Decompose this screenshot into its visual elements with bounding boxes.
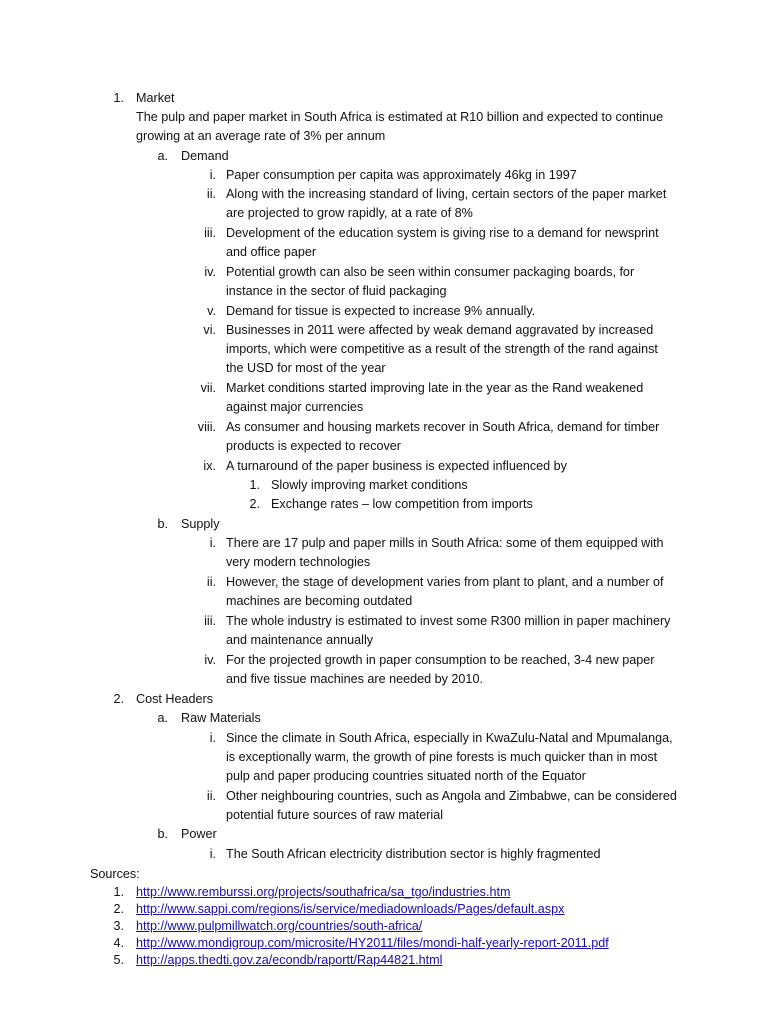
list-item-text: A turnaround of the paper business is expected influenced by [226,459,567,473]
list-item-number: i. [209,168,216,182]
list-item-text: and maintenance annually [226,633,374,647]
source-link[interactable]: http://www.sappi.com/regions/is/service/mediadownloads/Pages/default.aspx [136,902,565,916]
list-item-text: Demand for tissue is expected to increase 9% annually. [226,304,536,318]
list-item-text: For the projected growth in paper consumption to be reached, 3-4 new paper [226,653,655,667]
section-title-cost-headers: Cost Headers [136,692,213,706]
list-item-text: Since the climate in South Africa, especially in KwaZulu-Natal and Mpumalanga, [226,731,673,745]
list-item-text: are projected to grow rapidly, at a rate of 8% [226,206,473,220]
list-item-number: i. [209,536,216,550]
list-item-number: ii. [206,575,216,589]
list-item-number: ii. [206,187,216,201]
subsection-title-demand: Demand [181,149,229,163]
list-item-text: The whole industry is estimated to invest some R300 million in paper machinery [226,614,671,628]
list-item-text: very modern technologies [226,555,371,569]
subsection-title-supply: Supply [181,517,220,531]
list-item-text: Other neighbouring countries, such as Angola and Zimbabwe, can be considered [226,789,677,803]
list-item-text: Along with the increasing standard of living, certain sectors of the paper market [226,187,667,201]
list-item-number: ix. [203,459,216,473]
list-item-text: and office paper [226,245,317,259]
sub-list-text: Slowly improving market conditions [271,478,468,492]
paragraph-line: growing at an average rate of 3% per annum [136,129,386,143]
subsection-title-power: Power [181,827,217,841]
sub-list-number: 1. [249,478,260,492]
list-item-text: machines are becoming outdated [226,594,413,608]
source-link[interactable]: http://www.remburssi.org/projects/southafrica/sa_tgo/industries.htm [136,885,511,899]
list-item-text: The South African electricity distribution sector is highly fragmented [226,847,601,861]
list-item-text: potential future sources of raw material [226,808,443,822]
section-number: 1. [113,91,124,105]
source-link[interactable]: http://www.mondigroup.com/microsite/HY2011/files/mondi-half-yearly-report-2011.pdf [136,936,609,950]
subsection-title-raw-materials: Raw Materials [181,711,261,725]
list-item-text: instance in the sector of fluid packaging [226,284,447,298]
source-link[interactable]: http://apps.thedti.gov.za/econdb/raportt/Rap44821.html [136,953,443,967]
list-item-text: Businesses in 2011 were affected by weak demand aggravated by increased [226,323,654,337]
list-item-number: iii. [204,226,216,240]
source-number: 5. [113,953,124,967]
list-item-text: against major currencies [226,400,364,414]
list-item-number: i. [209,847,216,861]
list-item-text: imports, which were competitive as a result of the strength of the rand against [226,342,658,356]
list-item-number: v. [207,304,216,318]
paragraph-line: The pulp and paper market in South Africa is estimated at R10 billion and expected to continue [136,110,664,124]
list-item-number: ii. [206,789,216,803]
list-item-number: iv. [204,653,216,667]
list-item-number: vi. [203,323,216,337]
list-item-text: There are 17 pulp and paper mills in South Africa: some of them equipped with [226,536,664,550]
section-number: 2. [113,692,124,706]
list-item-number: i. [209,731,216,745]
subsection-letter: a. [157,711,168,725]
source-number: 2. [113,902,124,916]
list-item-text: Potential growth can also be seen within consumer packaging boards, for [226,265,635,279]
list-item-text: and five tissue machines are needed by 2010. [226,672,483,686]
list-item-text: Paper consumption per capita was approximately 46kg in 1997 [226,168,577,182]
subsection-letter: a. [157,149,168,163]
list-item-text: the USD for most of the year [226,361,386,375]
sources-heading: Sources: [90,867,140,881]
list-item-text: products is expected to recover [226,439,402,453]
sub-list-text: Exchange rates – low competition from imports [271,497,533,511]
list-item-text: Market conditions started improving late in the year as the Rand weakened [226,381,644,395]
section-title-market: Market [136,91,175,105]
list-item-text: As consumer and housing markets recover in South Africa, demand for timber [226,420,660,434]
list-item-number: iv. [204,265,216,279]
list-item-text: However, the stage of development varies from plant to plant, and a number of [226,575,664,589]
list-item-text: is exceptionally warm, the growth of pine forests is much quicker than in most [226,750,658,764]
source-number: 3. [113,919,124,933]
list-item-text: Development of the education system is giving rise to a demand for newsprint [226,226,659,240]
list-item-number: viii. [197,420,216,434]
source-number: 4. [113,936,124,950]
source-number: 1. [113,885,124,899]
subsection-letter: b. [157,517,168,531]
list-item-text: pulp and paper producing countries situated north of the Equator [226,769,586,783]
source-link[interactable]: http://www.pulpmillwatch.org/countries/south-africa/ [136,919,423,933]
list-item-number: vii. [200,381,216,395]
sub-list-number: 2. [249,497,260,511]
list-item-number: iii. [204,614,216,628]
subsection-letter: b. [157,827,168,841]
